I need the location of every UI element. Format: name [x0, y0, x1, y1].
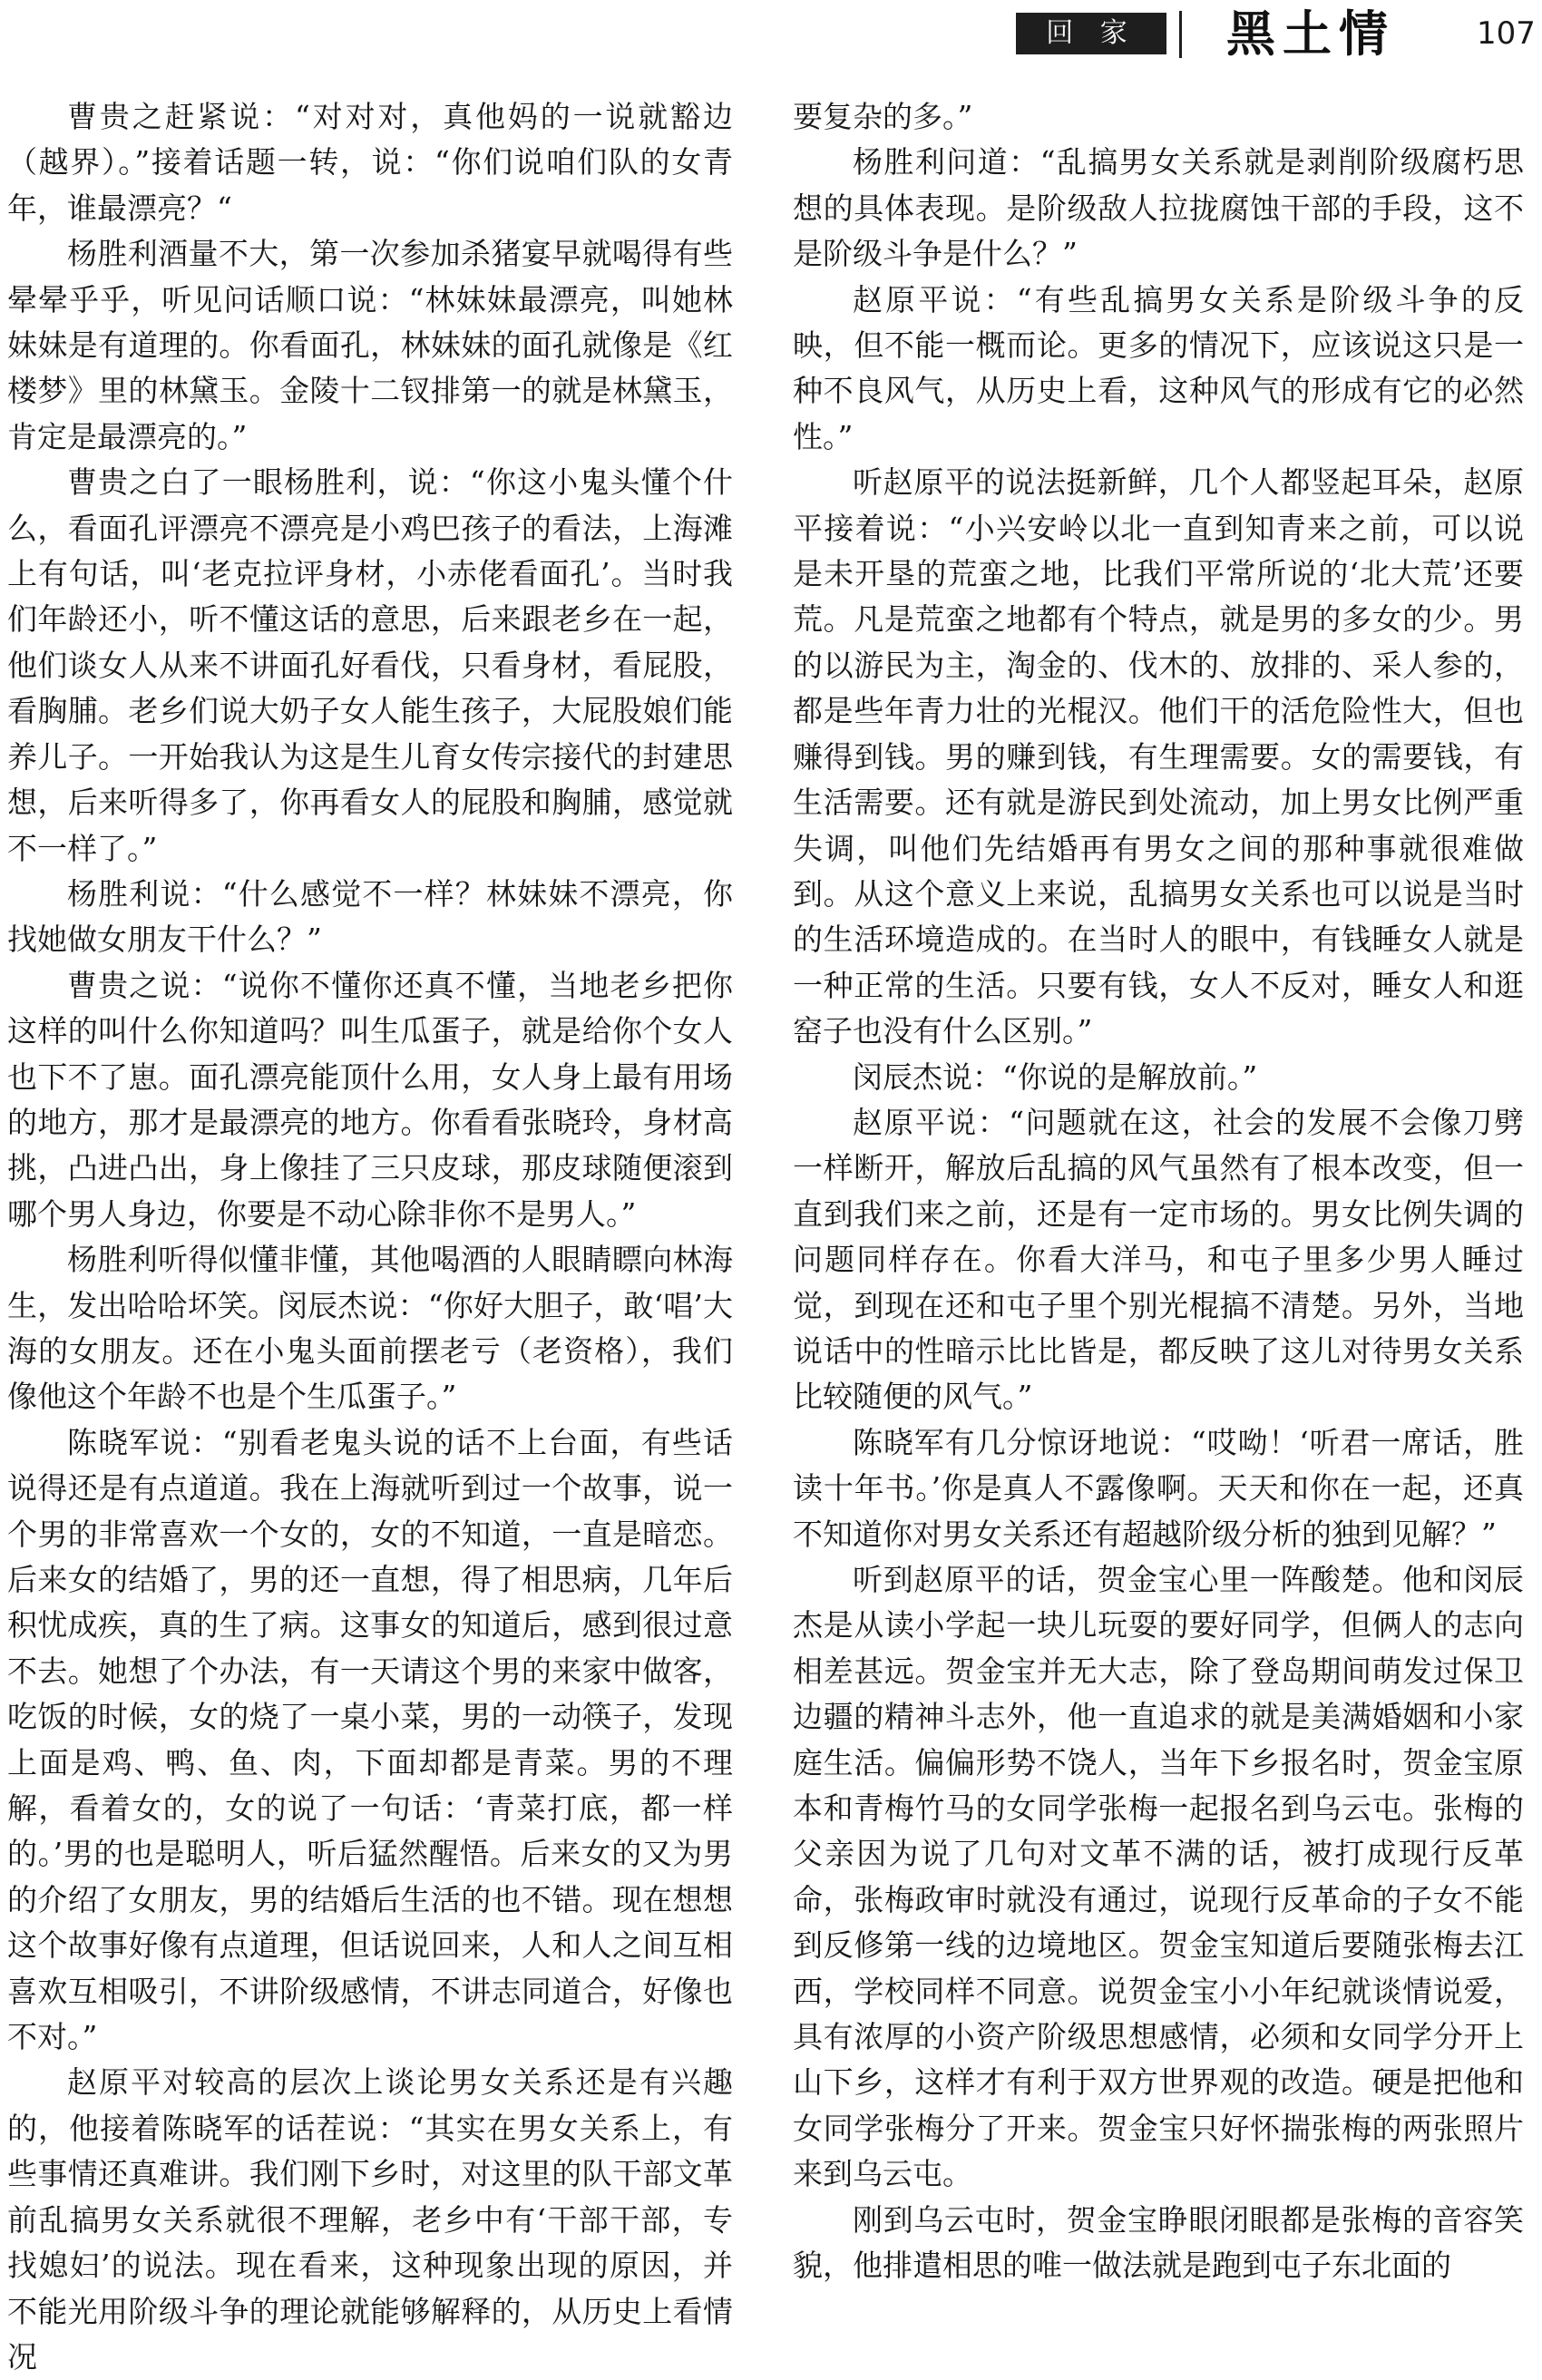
- paragraph: 闵辰杰说：“你说的是解放前。”: [853, 1058, 1258, 1095]
- left-text-column: [7, 94, 733, 2375]
- section-tag: 回 家: [1016, 13, 1166, 54]
- paragraph: 曹贵之赶紧说：“对对对，真他妈的一说就豁边（越界）。”接着话题一转，说：“你们说咱们队的女青年，谁最漂亮？“: [7, 99, 733, 226]
- paragraph: 陈晓军有几分惊讶地说：“哎呦！‘听君一席话，胜读十年书。’你是真人不露像啊。天天和你在一起，还真不知道你对男女关系还有超越阶级分析的独到见解？”: [793, 1424, 1524, 1552]
- paragraph: 曹贵之白了一眼杨胜利，说：“你这小鬼头懂个什么，看面孔评漂亮不漂亮是小鸡巴孩子的看法，上海滩上有句话，叫‘老克拉评身材，小赤佬看面孔’。当时我们年龄还小，听不懂这话的意思，后来跟老乡在一起，他们谈女人从来不讲面孔好看伐，只看身材，看屁股，看胸脯。老乡们说大奶子女人能生孩子，大屁股娘们能养儿子。一开始我认为这是生儿育女传宗接代的封建思想，后来听得多了，你再看女人的屁股和胸脯，感觉就不一样了。”: [7, 464, 733, 866]
- paragraph: 陈晓军说：“别看老鬼头说的话不上台面，有些话说得还是有点道道。我在上海就听到过一个故事，说一个男的非常喜欢一个女的，女的不知道，一直是暗恋。后来女的结婚了，男的还一直想，得了相思病，几年后积忧成疾，真的生了病。这事女的知道后，感到很过意不去。她想了个办法，有一天请这个男的来家中做客，吃饭的时候，女的烧了一桌小菜，男的一动筷子，发现上面是鸡、鸭、鱼、肉，下面却都是青菜。男的不理解，看着女的，女的说了一句话：‘青菜打底，都一样的。’男的也是聪明人，听后猛然醒悟。后来女的又为男的介绍了女朋友，男的结婚后生活的也不错。现在想想这个故事好像有点道理，但话说回来，人和人之间互相喜欢互相吸引，不讲阶级感情，不讲志同道合，好像也不对。”: [7, 1424, 733, 2055]
- paragraph: 赵原平说：“问题就在这，社会的发展不会像刀劈一样断开，解放后乱搞的风气虽然有了根本改变，但一直到我们来之前，还是有一定市场的。男女比例失调的问题同样存在。你看大洋马，和屯子里多少男人睡过觉，到现在还和屯子里个别光棍搞不清楚。另外，当地说话中的性暗示比比皆是，都反映了这儿对待男女关系比较随便的风气。”: [793, 1104, 1524, 1415]
- paragraph: 刚到乌云屯时，贺金宝睁眼闭眼都是张梅的音容笑貌，他排遣相思的唯一做法就是跑到屯子东北面的: [793, 2201, 1524, 2284]
- paragraph: 赵原平说：“有些乱搞男女关系是阶级斗争的反映，但不能一概而论。更多的情况下，应该说这只是一种不良风气，从历史上看，这种风气的形成有它的必然性。”: [793, 281, 1524, 454]
- paragraph: 赵原平对较高的层次上谈论男女关系还是有兴趣的，他接着陈晓军的话茬说：“其实在男女关系上，有些事情还真难讲。我们刚下乡时，对这里的队干部文革前乱搞男女关系就很不理解，老乡中有‘干部干部，专找媳妇’的说法。现在看来，这种现象出现的原因，并不能光用阶级斗争的理论就能够解释的，从历史上看情况: [7, 2064, 733, 2375]
- paragraph: 杨胜利说：“什么感觉不一样？林妹妹不漂亮，你找她做女朋友干什么？”: [7, 875, 733, 958]
- paragraph: 杨胜利问道：“乱搞男女关系就是剥削阶级腐朽思想的具体表现。是阶级敌人拉拢腐蚀干部的手段，这不是阶级斗争是什么？”: [793, 144, 1524, 272]
- paragraph: 要复杂的多。”: [793, 99, 973, 134]
- magazine-masthead: 黑土情: [1226, 5, 1395, 63]
- paragraph: 曹贵之说：“说你不懂你还真不懂，当地老乡把你这样的叫什么你知道吗？叫生瓜蛋子，就是给你个女人也下不了崽。面孔漂亮能顶什么用，女人身上最有用场的地方，那才是最漂亮的地方。你看看张晓玲，身材高挑，凸进凸出，身上像挂了三只皮球，那皮球随便滚到哪个男人身边，你要是不动心除非你不是男人。”: [7, 967, 733, 1232]
- paragraph: 杨胜利酒量不大，第一次参加杀猪宴早就喝得有些晕晕乎乎，听见问话顺口说：“林妹妹最漂亮，叫她林妹妹是有道理的。你看面孔，林妹妹的面孔就像是《红楼梦》里的林黛玉。金陵十二钗排第一的就是林黛玉，肯定是最漂亮的。”: [7, 236, 733, 454]
- paragraph: 杨胜利听得似懂非懂，其他喝酒的人眼睛瞟向林海生，发出哈哈坏笑。闵辰杰说：“你好大胆子，敢‘唱’大海的女朋友。还在小鬼头面前摆老亏（老资格），我们像他这个年龄不也是个生瓜蛋子。”: [7, 1242, 733, 1415]
- paragraph: 听赵原平的说法挺新鲜，几个人都竖起耳朵，赵原平接着说：“小兴安岭以北一直到知青来之前，可以说是未开垦的荒蛮之地，比我们平常所说的‘北大荒’还要荒。凡是荒蛮之地都有个特点，就是男的多女的少。男的以游民为主，淘金的、伐木的、放排的、采人参的，都是些年青力壮的光棍汉。他们干的活危险性大，但也赚得到钱。男的赚到钱，有生理需要。女的需要钱，有生活需要。还有就是游民到处流动，加上男女比例严重失调，叫他们先结婚再有男女之间的那种事就很难做到。从这个意义上来说，乱搞男女关系也可以说是当时的生活环境造成的。在当时人的眼中，有钱睡女人就是一种正常的生活。只要有钱，女人不反对，睡女人和逛窑子也没有什么区别。”: [793, 464, 1524, 1049]
- page-header: [0, 0, 1542, 73]
- paragraph: 听到赵原平的话，贺金宝心里一阵酸楚。他和闵辰杰是从读小学起一块儿玩耍的要好同学，但俩人的志向相差甚远。贺金宝并无大志，除了登岛期间萌发过保卫边疆的精神斗志外，他一直追求的就是美满婚姻和小家庭生活。偏偏形势不饶人，当年下乡报名时，贺金宝原本和青梅竹马的女同学张梅一起报名到乌云屯。张梅的父亲因为说了几句对文革不满的话，被打成现行反革命，张梅政审时就没有通过，说现行反革命的子女不能到反修第一线的边境地区。贺金宝知道后要随张梅去江西，学校同样不同意。说贺金宝小小年纪就谈情说爱，具有浓厚的小资产阶级思想感情，必须和女同学分开上山下乡，这样才有利于双方世界观的改造。硬是把他和女同学张梅分了开来。贺金宝只好怀揣张梅的两张照片来到乌云屯。: [793, 1562, 1524, 2192]
- header-divider: [1179, 11, 1182, 58]
- right-text-column: [793, 94, 1524, 2284]
- page-number: 107: [1477, 15, 1536, 52]
